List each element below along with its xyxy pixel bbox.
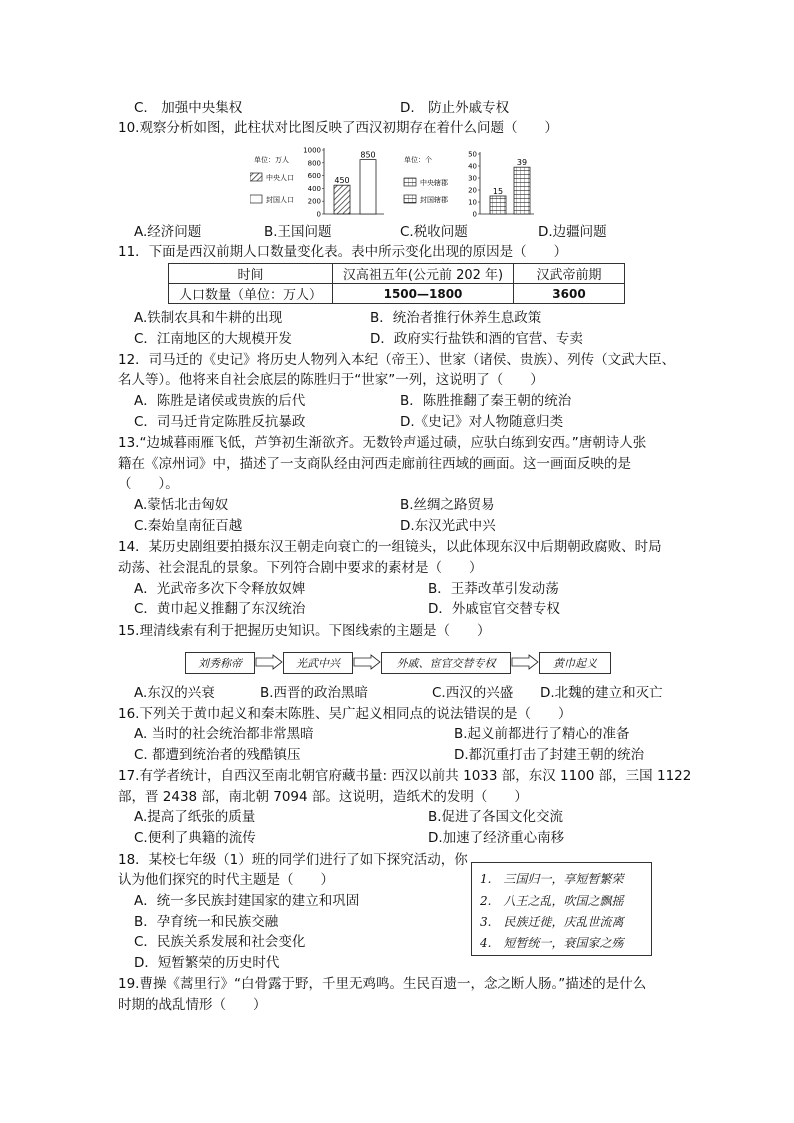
y-tick-label: 50 xyxy=(468,150,477,159)
q17-stem-line1: 17.有学者统计，自西汉至南北朝官府藏书量: 西汉以前共 1033 部，东汉 1100 部，三国 1122 xyxy=(118,768,692,784)
legend-central-label: 中央人口 xyxy=(266,174,294,182)
q12-stem-line2: 名人等）。他将来自社会底层的陈胜归于“世家”一列，这说明了（ ） xyxy=(118,372,544,388)
q14-stem-line1: 14．某历史剧组要拍摄东汉王朝走向衰亡的一组镜头，以此体现东汉中后期朝政腐败、时局 xyxy=(118,539,662,555)
q15-option-d: D.北魏的建立和灭亡 xyxy=(540,685,663,701)
q10-option-c: C.税收问题 xyxy=(400,224,468,240)
legend-fief-label: 封国人口 xyxy=(266,196,294,204)
q15-stem: 15.理清线索有利于把握历史知识。下图线索的主题是（ ） xyxy=(118,623,491,639)
legend-fief-swatch xyxy=(250,195,262,203)
bar-label-fief-commandery: 39 xyxy=(516,158,528,168)
q19-stem-line2: 时期的战乱情形（ ） xyxy=(118,997,267,1013)
q13-option-c: C.秦始皇南征百越 xyxy=(134,518,243,534)
q18-stem-line2: 认为他们探究的时代主题是（ ） xyxy=(118,872,334,888)
q16-option-c: C. 都遭到统治者的残酷镇压 xyxy=(134,747,301,763)
y-tick-label: 0 xyxy=(472,210,477,219)
q18-inquiry-box xyxy=(471,862,652,956)
q17-option-a: A.提高了纸张的质量 xyxy=(134,809,256,825)
table-cell: 人口数量（单位：万人） xyxy=(169,284,333,304)
legend-central-commandery-swatch xyxy=(404,178,416,186)
q14-option-a: A．光武帝多次下令释放奴婢 xyxy=(134,581,306,597)
q15-option-b: B.西晋的政治黑暗 xyxy=(260,685,369,701)
q17-option-c: C.便利了典籍的流传 xyxy=(134,830,256,846)
bar-label-central-population: 450 xyxy=(334,176,350,186)
q9-option-d: D. 防止外戚专权 xyxy=(400,100,510,116)
q18-option-b: B．孕育统一和民族交融 xyxy=(134,914,279,930)
q11-option-a: A.铁制农具和牛耕的出现 xyxy=(134,310,283,326)
bar-central-population xyxy=(334,185,350,214)
q14-option-b: B．王莽改革引发动荡 xyxy=(428,581,559,597)
q16-option-a: A. 当时的社会统治都非常黑暗 xyxy=(134,726,314,742)
q18-option-d: D．短暂繁荣的历史时代 xyxy=(134,955,280,971)
q10-stem: 10.观察分析如图，此柱状对比图反映了西汉初期存在着什么问题（ ） xyxy=(118,120,558,136)
q11-option-b: B．统治者推行休养生息政策 xyxy=(370,310,542,326)
flow-arrow-icon xyxy=(255,654,283,670)
q14-option-c: C．黄巾起义推翻了东汉统治 xyxy=(134,601,306,617)
q10-option-b: B.王国问题 xyxy=(264,224,332,240)
y-tick-label: 1000 xyxy=(303,146,321,155)
q14-stem-line2: 动荡、社会混乱的景象。下列符合剧中要求的素材是（ ） xyxy=(118,560,483,576)
legend-fief-commandery-swatch xyxy=(404,195,416,203)
q9-option-c: C. 加强中央集权 xyxy=(134,100,243,116)
q12-stem-line1: 12．司马迁的《史记》将历史人物列入本纪（帝王）、世家（诸侯、贵族）、列传（文武大臣、 xyxy=(118,352,676,368)
y-tick-label: 10 xyxy=(468,198,477,207)
chart1-unit: 单位：万人 xyxy=(254,156,289,164)
q13-stem-line3: （ ）。 xyxy=(118,476,179,492)
q11-option-d: D．政府实行盐铁和酒的官营、专卖 xyxy=(370,331,583,347)
table-header-cell: 汉武帝前期 xyxy=(514,264,625,284)
flow-step-4: 黄巾起义 xyxy=(539,652,611,674)
table-row xyxy=(169,284,625,304)
flow-step-3: 外戚、宦官交替专权 xyxy=(381,652,511,674)
q15-option-c: C.西汉的兴盛 xyxy=(432,685,514,701)
population-table xyxy=(168,263,625,304)
table-cell: 1500—1800 xyxy=(333,284,514,304)
q11-stem: 11．下面是西汉前期人口数量变化表。表中所示变化出现的原因是（ ） xyxy=(118,244,568,260)
q13-option-b: B.丝绸之路贸易 xyxy=(400,497,495,513)
y-tick-label: 0 xyxy=(316,210,321,219)
q18-option-c: C．民族关系发展和社会变化 xyxy=(134,934,306,950)
q18-option-a: A．统一多民族封建国家的建立和巩固 xyxy=(134,893,360,909)
q10-option-d: D.边疆问题 xyxy=(538,224,607,240)
chart2-unit: 单位：个 xyxy=(404,156,432,164)
q18-box-line: 4. 短暂统一，衰国家之殇 xyxy=(480,936,624,950)
bar-central-commandery xyxy=(490,196,506,214)
q12-option-d: D.《史记》对人物随意归类 xyxy=(400,414,564,430)
q14-option-d: D．外戚宦官交替专权 xyxy=(428,601,560,617)
q19-stem-line1: 19.曹操《蒿里行》“白骨露于野，千里无鸡鸣。生民百遗一，念之断人肠。”描述的是什么 xyxy=(118,976,647,992)
y-tick-label: 20 xyxy=(468,186,477,195)
q12-option-c: C．司马迁肯定陈胜反抗暴政 xyxy=(134,414,306,430)
q17-stem-line2: 部，晋 2438 部，南北朝 7094 部。这说明，造纸术的发明（ ） xyxy=(118,789,528,805)
q15-option-a: A.东汉的兴衰 xyxy=(134,685,215,701)
legend-fief-commandery-label: 封国辖郡 xyxy=(420,196,448,204)
flow-arrow-icon xyxy=(353,654,381,670)
q17-option-b: B.促进了各国文化交流 xyxy=(428,809,564,825)
bar-label-fief-population: 850 xyxy=(360,150,376,160)
table-header-cell: 时间 xyxy=(169,264,333,284)
flow-arrow-icon xyxy=(511,654,539,670)
table-header-cell: 汉高祖五年(公元前 202 年) xyxy=(333,264,514,284)
commandery-bar-chart xyxy=(400,142,540,222)
bar-fief-population xyxy=(360,160,376,214)
flow-step-2: 光武中兴 xyxy=(283,652,353,674)
q13-option-d: D.东汉光武中兴 xyxy=(400,518,496,534)
legend-central-commandery-label: 中央辖郡 xyxy=(420,179,448,187)
table-cell: 3600 xyxy=(514,284,625,304)
y-tick-label: 40 xyxy=(468,162,477,171)
q12-option-a: A．陈胜是诸侯或贵族的后代 xyxy=(134,393,306,409)
q12-option-b: B．陈胜推翻了秦王朝的统治 xyxy=(400,393,572,409)
q13-stem-line1: 13.“边城暮雨雁飞低，芦笋初生渐欲齐。无数铃声遥过碛，应驮白练到安西。”唐朝诗人张 xyxy=(118,435,647,451)
q17-option-d: D.加速了经济重心南移 xyxy=(428,830,565,846)
q16-stem: 16.下列关于黄巾起义和秦末陈胜、吴广起义相同点的说法错误的是（ ） xyxy=(118,706,572,722)
q16-option-b: B.起义前都进行了精心的准备 xyxy=(454,726,630,742)
q18-stem-line1: 18．某校七年级（1）班的同学们进行了如下探究活动，你 xyxy=(118,852,468,868)
q18-box-line: 2. 八王之乱，吹国之飘摇 xyxy=(480,894,624,908)
bar-fief-commandery xyxy=(514,167,530,214)
q11-option-c: C．江南地区的大规模开发 xyxy=(134,331,292,347)
y-tick-label: 200 xyxy=(307,197,321,206)
q18-box-line: 1. 三国归一，享短暂繁荣 xyxy=(480,872,624,886)
q10-option-a: A.经济问题 xyxy=(134,224,202,240)
bar-label-central-commandery: 15 xyxy=(492,187,504,196)
y-tick-label: 400 xyxy=(307,184,321,193)
q16-option-d: D.都沉重打击了封建王朝的统治 xyxy=(454,747,645,763)
q18-box-line: 3. 民族迁徙，庆乱世流离 xyxy=(480,915,624,929)
q13-option-a: A.蒙恬北击匈奴 xyxy=(134,497,229,513)
q13-stem-line2: 籍在《凉州词》中，描述了一支商队经由河西走廊前往西域的画面。这一画面反映的是 xyxy=(118,456,631,472)
y-tick-label: 30 xyxy=(468,174,477,183)
y-tick-label: 600 xyxy=(307,172,321,181)
table-header-row xyxy=(169,264,625,284)
population-bar-chart xyxy=(250,142,390,222)
flow-step-1: 刘秀称帝 xyxy=(185,652,255,674)
legend-central-swatch xyxy=(250,173,262,181)
y-tick-label: 800 xyxy=(307,159,321,168)
